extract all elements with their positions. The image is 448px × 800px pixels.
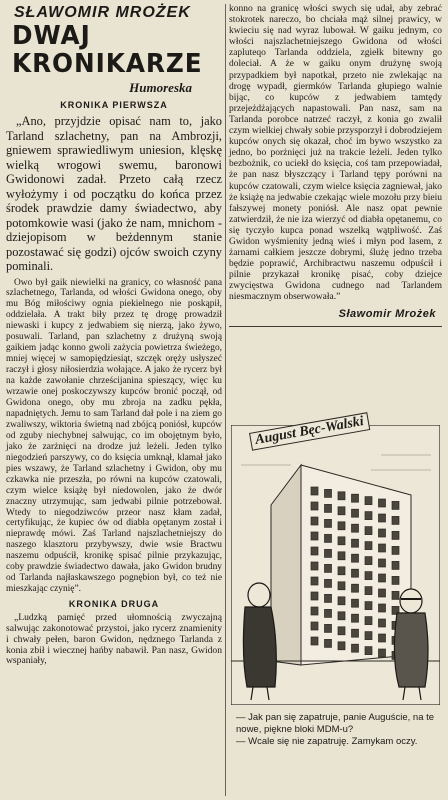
building-window — [325, 624, 332, 632]
left-column — [6, 4, 222, 667]
building-window — [325, 489, 332, 497]
building-window — [365, 647, 372, 655]
building-window — [365, 617, 372, 625]
section-separator — [229, 326, 442, 327]
building-window — [379, 649, 386, 657]
building-window — [338, 612, 345, 620]
building-window — [379, 619, 386, 627]
building-window — [325, 609, 332, 617]
building-window — [365, 602, 372, 610]
building-window — [352, 599, 359, 607]
building-window — [365, 557, 372, 565]
building-window — [325, 534, 332, 542]
building-window — [365, 572, 372, 580]
article-author: SŁAWOMIR MROŻEK — [14, 4, 191, 21]
article-title: DWAJ KRONIKARZE — [12, 21, 203, 79]
building-window — [338, 537, 345, 545]
building-window — [325, 639, 332, 647]
building-window — [311, 592, 318, 600]
cartoon-title: August Bęc-Walski — [249, 412, 370, 451]
section-heading-part1: KRONIKA PIERWSZA — [60, 100, 168, 110]
building-window — [311, 532, 318, 540]
building-window — [352, 539, 359, 547]
building-window — [352, 554, 359, 562]
building-window — [392, 576, 399, 584]
building-window — [379, 589, 386, 597]
building-window — [325, 579, 332, 587]
right-column — [229, 4, 442, 327]
building-window — [311, 562, 318, 570]
cartoon-caption — [236, 712, 440, 748]
part2-continued-paragraph: konno na granicę włości swych się udał, aby zebrać stokrotek nareczo, bo chciała mąż silnej prawicy, w kwieciu się nad wyraz lubował. W gaiku jednym, co włości najszlachetniejszego Gwidona od włości zapluteqo Tarlanda oddziela, zgiełk bitewny go doleciał. A że w gaiku onym drużynę swoją przypadkiem był napotkał, przeto nie zwlekając na drogę wypadł, giermków Tarlanda głupiego walnie bijąc, co kupców z jedwabiem tamtędy przejeżdżających napastowali. Pan nasz, sam na Tarlanda porobce natrzeć raczył, z konia go zwalił czym wielkiej chwały sobie przysporzył i dobrodziejem kupców onych się okazał, choć im bywo wszystko za jedno, bo porżnięci już na trakcie leżeli. Jeden tylko bezbożnik, co uciekł do księcia, coś tam przepowiadał, że pan nasz błyszczący i Tarland tępy porówni na kupców czatowali, czym wielce księcia zagniewał, jako że książę na jedwabie czekając wiele mozołu przy bieiu fałszywej monety poniósł. Ale nasz opat pewnie zatwierdził, że nie iza wierzyć od diabła opętanemu, co się tyczyło kupca ponad wszelką wątpliwość. Zaś Gwidon wyśmienity jedną wieś i młyn pod lasem, z żarnami całkiem jeszcze dobrymi, ślużę jedno trzeba będzie poprawić, Archibractwu naszemu odpuścił i pilnie przykazał kronikę pisać, coby dziejce zwycięstwa Gwidona cudnego nad Tarlandem niesmacznym obserwowała.” — [229, 4, 442, 303]
building-window — [352, 614, 359, 622]
building-window — [311, 577, 318, 585]
building-window — [392, 591, 399, 599]
building-window — [379, 574, 386, 582]
signature: Sławomir Mrożek — [338, 307, 436, 320]
caption-line-1: — Jak pan się zapatruje, panie Auguście, na te nowe, piękne bloki MDM-u? — [236, 712, 435, 735]
building-window — [311, 517, 318, 525]
building-window — [365, 527, 372, 535]
building-window — [352, 629, 359, 637]
building-window — [338, 582, 345, 590]
building-window — [338, 567, 345, 575]
building-window — [379, 604, 386, 612]
building-window — [379, 544, 386, 552]
building-window — [392, 531, 399, 539]
building-window — [352, 644, 359, 652]
building-window — [311, 607, 318, 615]
building-window — [338, 642, 345, 650]
building-window — [352, 494, 359, 502]
building-window — [379, 499, 386, 507]
section-heading-part2: KRONIKA DRUGA — [68, 599, 160, 610]
building-window — [325, 504, 332, 512]
part1-lead-paragraph: „Ano, przyjdzie opisać nam to, jako Tarland szlachetny, pan na Ambrozji, gniewem sprawiedliwym uniesion, klęskę wielką wrogowi swemu, baronowi Gwidonowi zadał. Przeto całą rzecz wyłożymy i od początku do końca przez środek prawdzie damy świadectwo, aby potomkowie wasi (jako że nam, mnichom - dziejopisom w beżdennym stanie pozostawać się godzi) ojców swoich czyny pominali. — [6, 114, 222, 273]
building-window — [325, 594, 332, 602]
building-window — [379, 634, 386, 642]
building-window — [338, 627, 345, 635]
building-window — [365, 542, 372, 550]
building-window — [392, 546, 399, 554]
building-window — [311, 487, 318, 495]
cartoon-illustration — [231, 414, 440, 705]
building-window — [325, 549, 332, 557]
building-window — [379, 514, 386, 522]
column-divider — [225, 4, 226, 796]
cartoon-drawing — [231, 425, 440, 705]
building-window — [311, 502, 318, 510]
caption-line-2: — Wcale się nie zapatruję. Zamykam oczy. — [236, 736, 418, 747]
building-window — [365, 497, 372, 505]
building-window — [392, 501, 399, 509]
building-window — [379, 529, 386, 537]
building-window — [365, 512, 372, 520]
building-window — [338, 492, 345, 500]
building-window — [365, 632, 372, 640]
building-window — [352, 569, 359, 577]
building-window — [352, 584, 359, 592]
building-window — [338, 597, 345, 605]
building-window — [338, 522, 345, 530]
building-window — [311, 637, 318, 645]
building-window — [311, 622, 318, 630]
building-window — [338, 507, 345, 515]
building-window — [365, 587, 372, 595]
building-window — [325, 564, 332, 572]
building-window — [338, 552, 345, 560]
building-window — [352, 524, 359, 532]
part2-lead-paragraph: „Ludzką pamięć przed ułomnością zwyczajną salwując zakonotować przystoi, jako rycerz znamienity i chwały pełen, baron Gwidon, nędznego Tarlanda z konia zbił i wiecznej hańby nabawił. Pan nasz, Gwidon wspaniały, — [6, 612, 222, 667]
article-genre: Humoreska — [129, 80, 192, 95]
building-window — [311, 547, 318, 555]
building-window — [325, 519, 332, 527]
building-window — [352, 509, 359, 517]
building-window — [392, 516, 399, 524]
part1-body-paragraph: Owo był gaik niewielki na granicy, co własność pana szlachetnego, Tarlanda, od włości Gwidona onego, oby mu Bóg miłościwy ognia piekielnego nie poskąpił, oddzielała. A trakt biły przez tę drogę prowadził niewaski i kupcy z jedwabiem się nierzą, jako żywo, posuwali. Tarland, pan szlachetny z drużyną swoją gaikiem jadąc konno gwoli zażycia powietrza świeżego, mniej więcej w samopiędziesiąt, szczęk oręży usłyszeć raczył i głosy niłosierdzia wołające. A jako że rycerz był na każde zawołanie chrześcijanina spieszący, więc ku wrzawie onej poskoczywszy kupców bronić począł, od Gwidona onego, oby mu zbroja na zadku pękła, napadniętych. Jemu to sam Tarland dał pole i na ziem go zwaliwszy, wiktoria świetną nad zbójcą poniósł, kupców od zguby niechybnej salwując, co im obojętnym było, jako że zarżnięci na drodze już leżeli. Jeden tylko niegodzień parszywy, co do księcia umknął, klamał jako pies wszawy, że Tarland szlachetny i Gwidon, oby mu czkawka nie przeszła, po równi na kupców czatowali, czym wielce książę był niedowolen, jako że dwór znaczny utrzymując, sam jedwabi pilnie potrzebował. Wtedy to niegodziwców przeor nasz kłam zadał, certyfikując, że kupiec ów od diabła opętanym został i nieprawdę mówi. Zaś Tarland najszlachetniejszy do naszego klasztoru przybywszy, dwie wsie Bractwu naszemu odpuścił, kronikę spisać pilnie przykazując, coby prawdzie świadectwo dawała, jako Gwidon brudny od Tarlanda najłaskawszego pognębion był, co też nie mieszkając czynię”. — [6, 277, 222, 595]
building-window — [392, 561, 399, 569]
building-window — [379, 559, 386, 567]
